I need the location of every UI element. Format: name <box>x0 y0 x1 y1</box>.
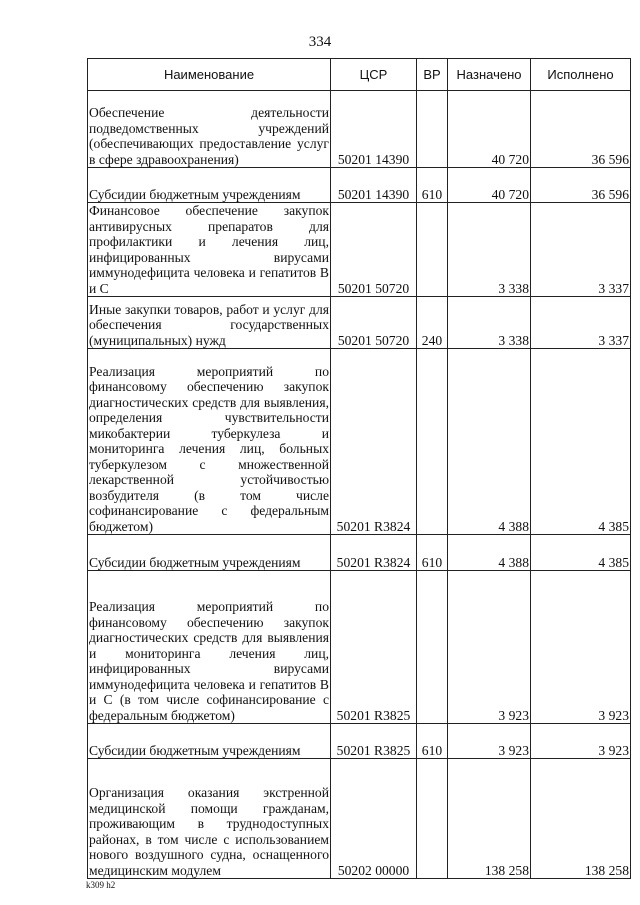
table-row <box>88 168 631 203</box>
table-row <box>88 349 631 535</box>
table-row <box>88 203 631 297</box>
row-csr: 50201 R3824 <box>331 535 417 571</box>
row-assigned: 3 923 <box>448 724 531 759</box>
row-assigned: 3 338 <box>448 203 531 297</box>
row-assigned: 3 923 <box>448 571 531 724</box>
row-assigned: 40 720 <box>448 91 531 168</box>
row-vr <box>417 91 448 168</box>
row-executed: 3 337 <box>531 297 631 349</box>
row-name: Обеспечение деятельности подведомственных учреждений (обеспечивающих предоставление услуг в сфере здравоохранения) <box>88 91 331 168</box>
table-header-row <box>88 59 631 91</box>
row-vr <box>417 759 448 879</box>
row-assigned: 40 720 <box>448 168 531 203</box>
row-csr: 50201 14390 <box>331 91 417 168</box>
row-vr <box>417 203 448 297</box>
row-vr: 610 <box>417 168 448 203</box>
table-row <box>88 297 631 349</box>
row-assigned: 138 258 <box>448 759 531 879</box>
row-csr: 50201 14390 <box>331 168 417 203</box>
row-name: Финансовое обеспечение закупок антивирусных препаратов для профилактики и лечения лиц, инфицированных вирусами иммунодефицита человека и гепатитов В и С <box>89 203 329 296</box>
row-vr: 240 <box>417 297 448 349</box>
row-csr: 50201 50720 <box>331 203 417 297</box>
row-executed: 4 385 <box>531 535 631 571</box>
table-row <box>88 571 631 724</box>
row-vr <box>417 571 448 724</box>
row-name: Иные закупки товаров, работ и услуг для обеспечения государственных (муниципальных) нужд <box>88 297 331 349</box>
page-number: 334 <box>308 34 332 50</box>
budget-table <box>87 58 631 879</box>
row-name: Субсидии бюджетным учреждениям <box>88 535 331 571</box>
row-name: Организация оказания экстренной медицинской помощи гражданам, проживающим в труднодоступных районах, в том числе с использованием нового воздушного судна, оснащенного медицинским модулем <box>88 759 331 879</box>
header-assigned: Назначено <box>448 59 531 91</box>
row-csr: 50201 50720 <box>331 297 417 349</box>
header-vr: ВР <box>417 59 448 91</box>
row-name: Субсидии бюджетным учреждениям <box>88 724 331 759</box>
row-executed: 138 258 <box>531 759 631 879</box>
row-csr: 50201 R3825 <box>331 571 417 724</box>
row-name: Субсидии бюджетным учреждениям <box>88 168 331 203</box>
row-name: Реализация мероприятий по финансовому обеспечению закупок диагностических средств для выявления и мониторинга лечения лиц, инфицированных вирусами иммунодефицита человека и гепатитов В и С (в том числе софинансирование с федеральным бюджетом) <box>88 571 331 724</box>
row-vr: 610 <box>417 535 448 571</box>
row-executed: 3 337 <box>531 203 631 297</box>
table-row <box>88 535 631 571</box>
row-assigned: 3 338 <box>448 297 531 349</box>
table-row <box>88 91 631 168</box>
row-executed: 3 923 <box>531 571 631 724</box>
row-vr <box>417 349 448 535</box>
row-csr: 50202 00000 <box>331 759 417 879</box>
row-name: Реализация мероприятий по финансовому обеспечению закупок диагностических средств для выявления, определения чувствительности микобактерии туберкулеза и мониторинга лечения лиц, больных туберкулезом с множественной лекарственной устойчивостью возбудителя (в том числе софинансирование с федеральным бюджетом) <box>88 349 331 535</box>
row-executed: 4 385 <box>531 349 631 535</box>
row-csr: 50201 R3824 <box>331 349 417 535</box>
row-csr: 50201 R3825 <box>331 724 417 759</box>
row-vr: 610 <box>417 724 448 759</box>
header-executed: Исполнено <box>531 59 631 91</box>
table-row <box>88 724 631 759</box>
header-csr: ЦСР <box>331 59 417 91</box>
row-executed: 3 923 <box>531 724 631 759</box>
row-assigned: 4 388 <box>448 349 531 535</box>
header-name: Наименование <box>88 59 331 91</box>
row-assigned: 4 388 <box>448 535 531 571</box>
table-row <box>88 759 631 879</box>
row-executed: 36 596 <box>531 168 631 203</box>
row-executed: 36 596 <box>531 91 631 168</box>
footer-code: k309 h2 <box>86 880 116 890</box>
